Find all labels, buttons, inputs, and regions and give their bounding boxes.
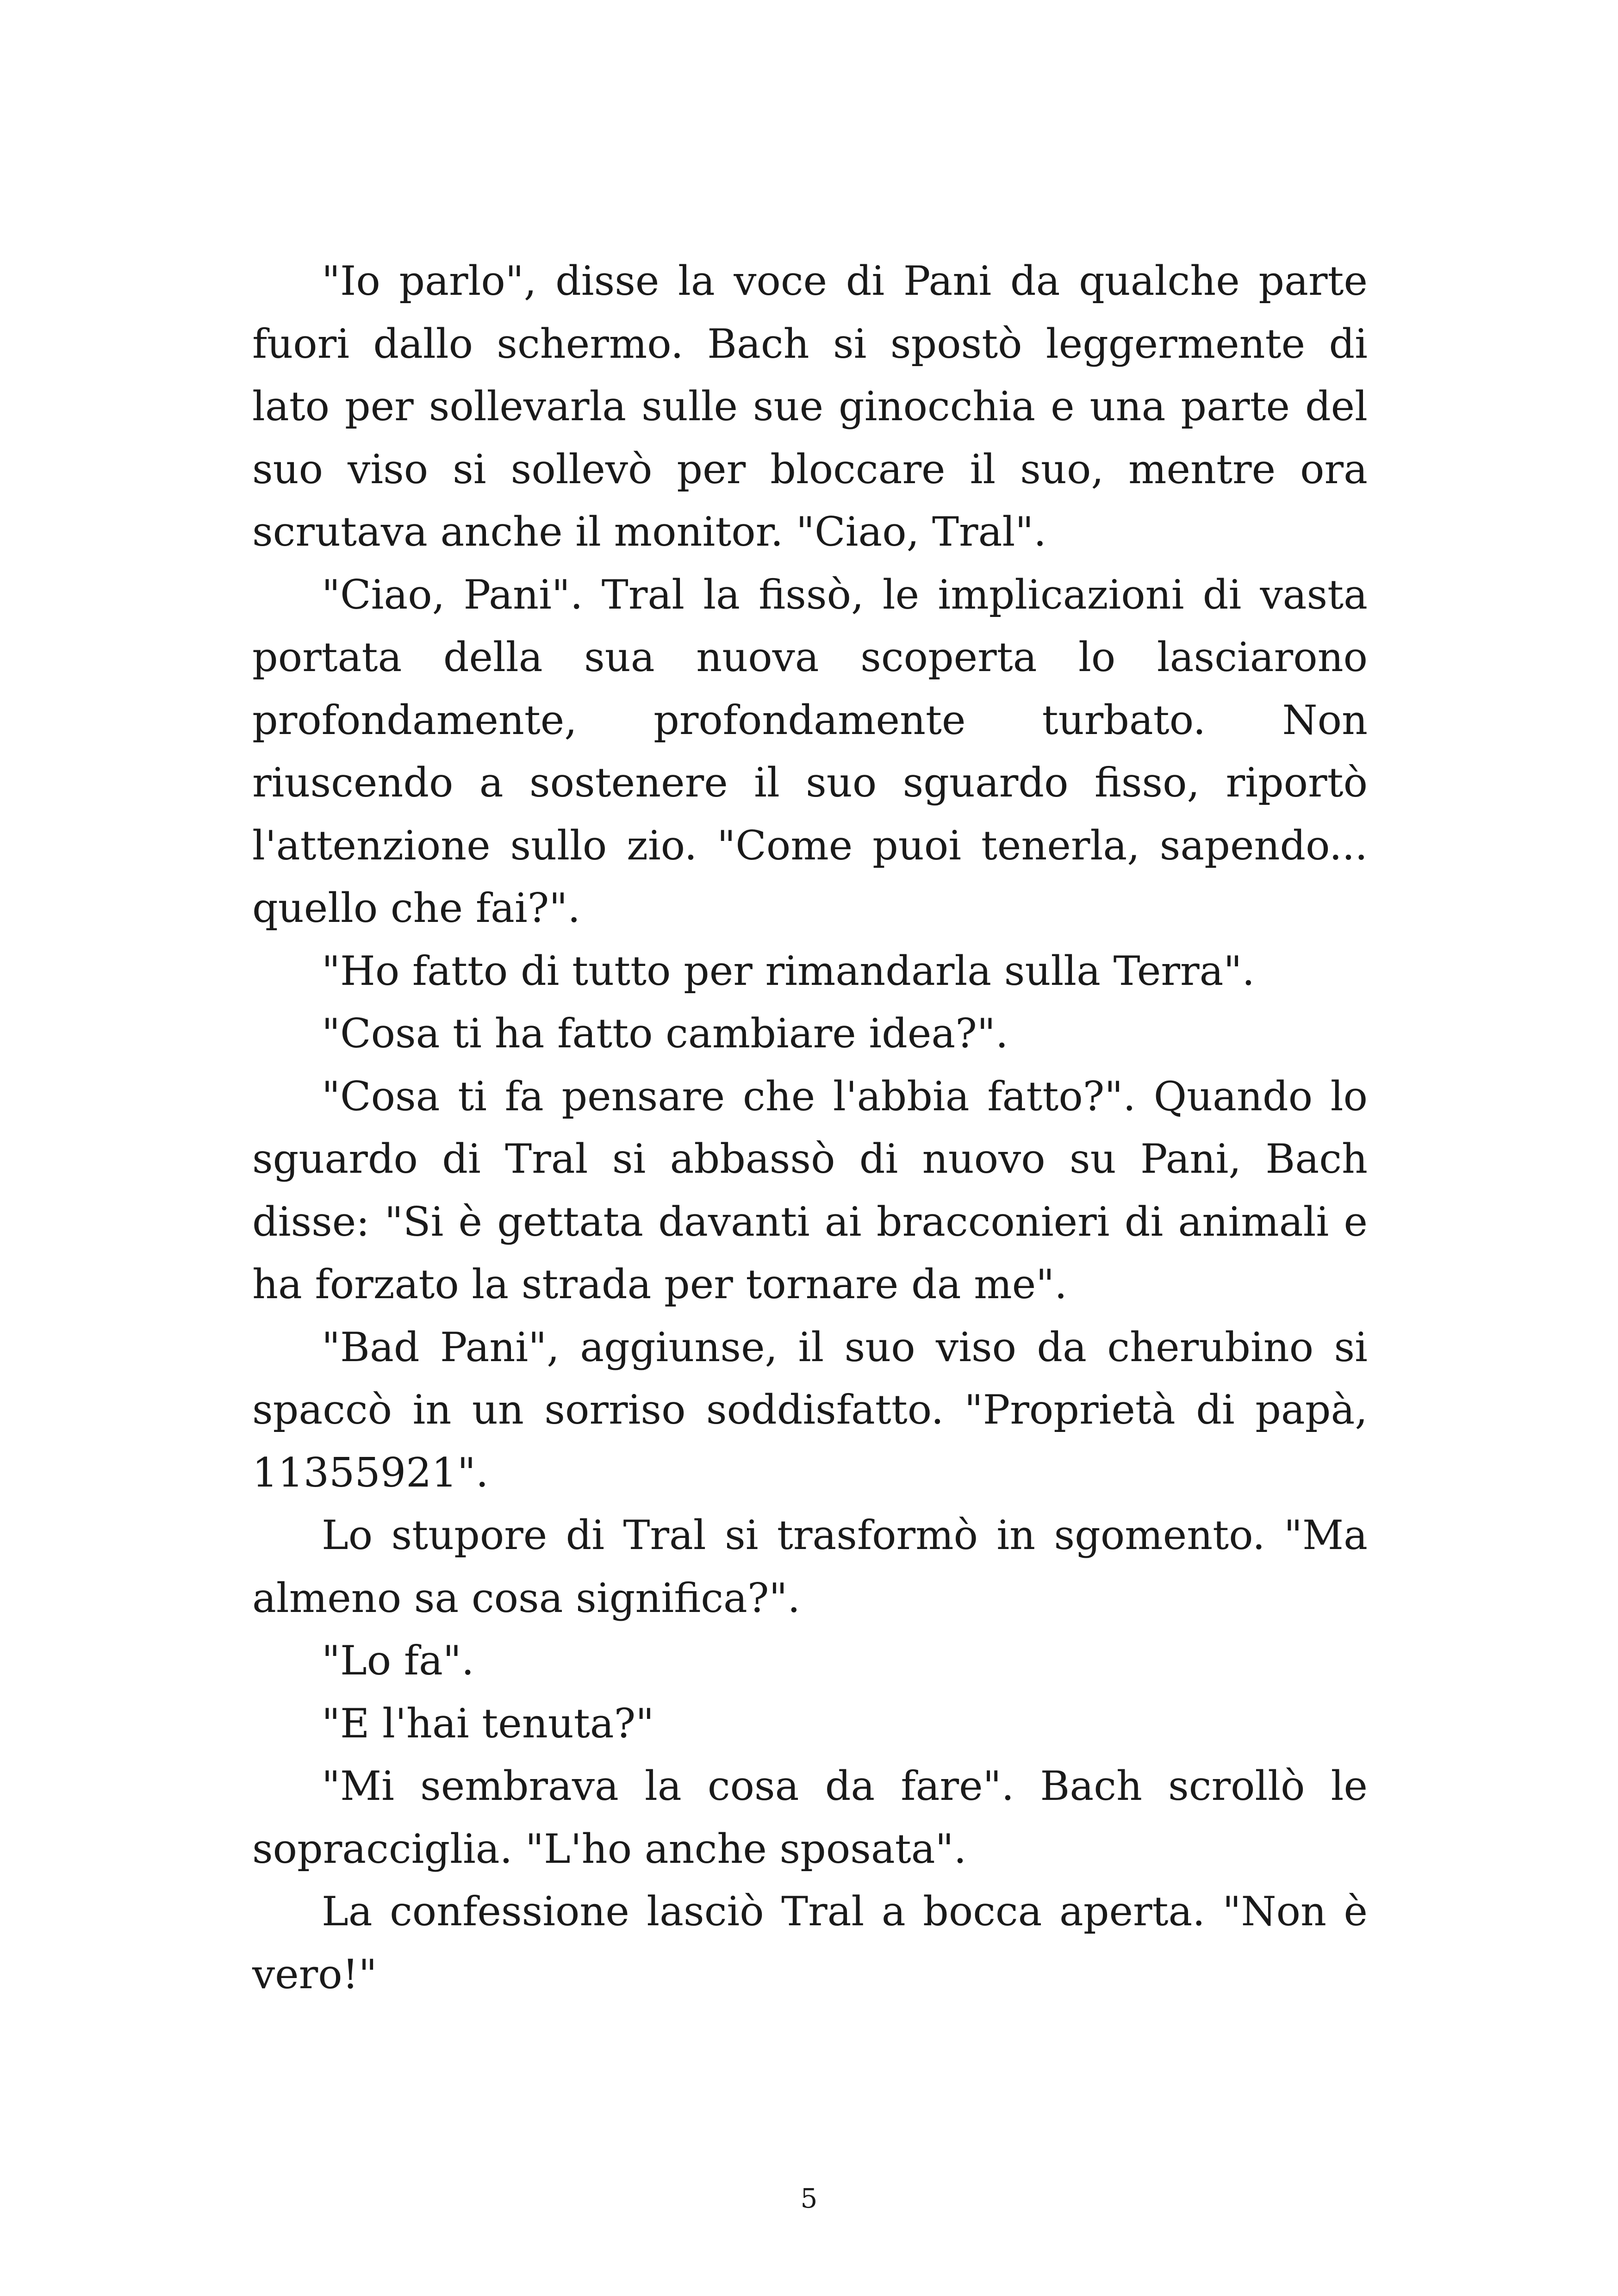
body-text [252,250,1368,2006]
paragraph: "Mi sembrava la cosa da fare". Bach scrollò le sopracciglia. "L'ho anche sposata". [252,1762,1368,1873]
paragraph: "Cosa ti fa pensare che l'abbia fatto?". Quando lo sguardo di Tral si abbassò di nuovo su Pani, Bach disse: "Si è gettata davanti ai bracconieri di animali e ha forzato la strada per tornare da me". [252,1072,1368,1308]
paragraph: "E l'hai tenuta?" [322,1699,654,1747]
paragraph: La confessione lasciò Tral a bocca aperta. "Non è vero!" [252,1888,1368,1998]
paragraph: "Ciao, Pani". Tral la fissò, le implicazioni di vasta portata della sua nuova scoperta lo lasciarono profondamente, profondamente turbato. Non riuscendo a sostenere il suo sguardo fisso, riportò l'attenzione sullo zio. "Come puoi tenerla, sapendo... quello che fai?". [252,571,1368,932]
paragraph: "Bad Pani", aggiunse, il suo viso da cherubino si spaccò in un sorriso soddisfatto. "Proprietà di papà, 11355921". [252,1323,1368,1496]
paragraph: "Io parlo", disse la voce di Pani da qualche parte fuori dallo schermo. Bach si spostò leggermente di lato per sollevarla sulle sue ginocchia e una parte del suo viso si sollevò per bloccare il suo, mentre ora scrutava anche il monitor. "Ciao, Tral". [252,257,1368,555]
paragraph: "Ho fatto di tutto per rimandarla sulla Terra". [322,947,1255,995]
paragraph: "Lo fa". [322,1637,474,1684]
paragraph: "Cosa ti ha fatto cambiare idea?". [322,1010,1008,1057]
paragraph: Lo stupore di Tral si trasformò in sgomento. "Ma almeno sa cosa significa?". [252,1512,1368,1622]
page-number: 5 [800,2183,818,2214]
